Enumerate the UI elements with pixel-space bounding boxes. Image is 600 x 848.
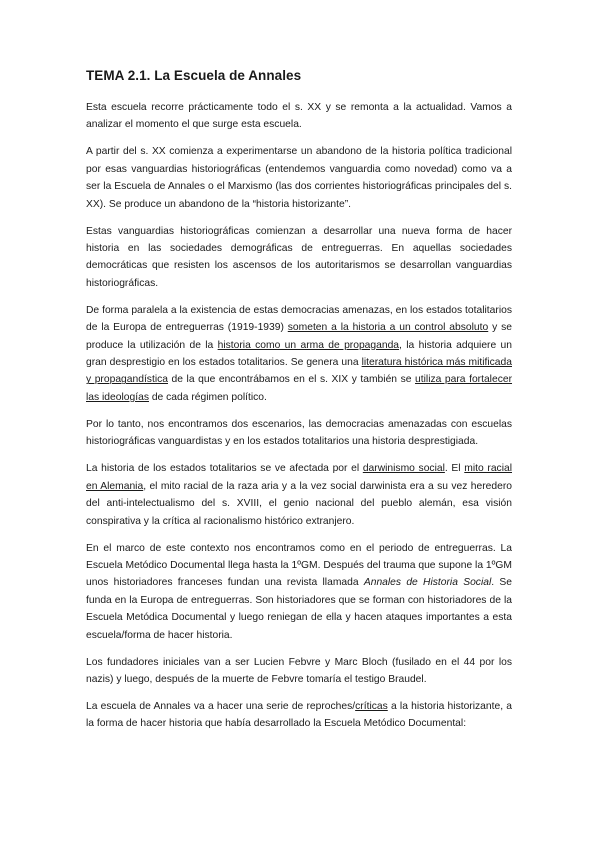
text-run: de la que encontrábamos en el s. XIX y también se: [167, 374, 416, 386]
underlined-phrase: historia como un arma de propaganda: [217, 339, 400, 351]
text-run: . El: [444, 463, 465, 475]
paragraph-2: A partir del s. XX comienza a experimentarse un abandono de la historia política tradicional por esas vanguardias historiográficas (entendemos vanguardia como novedad) como va a ser la Escuela de Annales o el Marxismo (las dos corrientes historiográficas principales del s. XX). Se produce un abandono de la “historia historizante”.: [86, 146, 512, 210]
paragraph-6: [86, 460, 512, 530]
text-run: La historia de los estados totalitarios se ve afectada por el: [86, 463, 363, 475]
text-run: a la historia historizante, a la forma de hacer historia que había desarrollado la Escuela Metódico Documental:: [86, 700, 513, 730]
text-run: De forma paralela a la existencia de estas democracias amenazas, en los estados totalitarios de la Europa de entreguerras (1919-1939): [86, 304, 512, 334]
underlined-phrase: literatura histórica más mitificada y propagandística: [86, 357, 512, 386]
paragraph-1: Esta escuela recorre prácticamente todo el s. XX y se remonta a la actualidad. Vamos a analizar el momento el que surge esta escuela.: [86, 102, 512, 131]
text-run: , el mito racial de la raza aria y a la vez social darwinista era a su vez heredero del anti-intelectualismo del s. XVIII, el genio nacional del pueblo alemán, esa visión conspirativa y la crítica al racionalismo histórico extranjero.: [86, 480, 512, 527]
text-run: . Se funda en la Europa de entreguerras. Son historiadores que se forman con historiadores de la Escuela Metódica Documental y luego reniegan de ella y hacen ataques importantes a esta escuela/forma de hacer historia.: [86, 577, 512, 641]
text-run: de cada régimen político.: [148, 391, 267, 403]
paragraph-5: Por lo tanto, nos encontramos dos escenarios, las democracias amenazadas con escuelas historiográficas vanguardistas y en los estados totalitarios una historia desprestigiada.: [86, 418, 512, 448]
text-run: La escuela de Annales va a hacer una serie de reproches/: [86, 700, 356, 712]
document-title: TEMA 2.1. La Escuela de Annales: [86, 68, 302, 83]
paragraph-7: [86, 540, 512, 644]
underlined-phrase: darwinismo social: [362, 463, 445, 475]
text-run: En el marco de este contexto nos encontramos como en el periodo de entreguerras. La Escuela Metódico Documental llega hasta la 1ºGM. Después del trauma que supone la 1ºGM unos historiadores franceses fundan una revista llamada: [86, 542, 512, 589]
italic-journal-title: Annales de Historia Social: [363, 577, 492, 589]
underlined-phrase: críticas: [355, 700, 388, 712]
text-run: , la historia adquiere un gran desprestigio en los estados totalitarios. Se genera una: [86, 339, 513, 369]
paragraph-4: [86, 302, 512, 406]
paragraph-9: [86, 698, 512, 733]
underlined-phrase: someten a la historia a un control absoluto: [287, 322, 489, 334]
underlined-phrase: utiliza para fortalecer las ideologías: [86, 374, 513, 403]
paragraph-8: Los fundadores iniciales van a ser Lucien Febvre y Marc Bloch (fusilado en el 44 por los nazis) y luego, después de la muerte de Febvre tomaría el testigo Braudel.: [86, 656, 512, 685]
underlined-phrase: mito racial en Alemania: [86, 463, 512, 492]
text-run: y se produce la utilización de la: [86, 322, 512, 351]
paragraph-3: Estas vanguardias historiográficas comienzan a desarrollar una nueva forma de hacer historia en las sociedades demográficas de entreguerras. En aquellas sociedades democráticas que resisten los ascensos de los autoritarismos se desarrollan vanguardias historiográficas.: [86, 225, 512, 289]
